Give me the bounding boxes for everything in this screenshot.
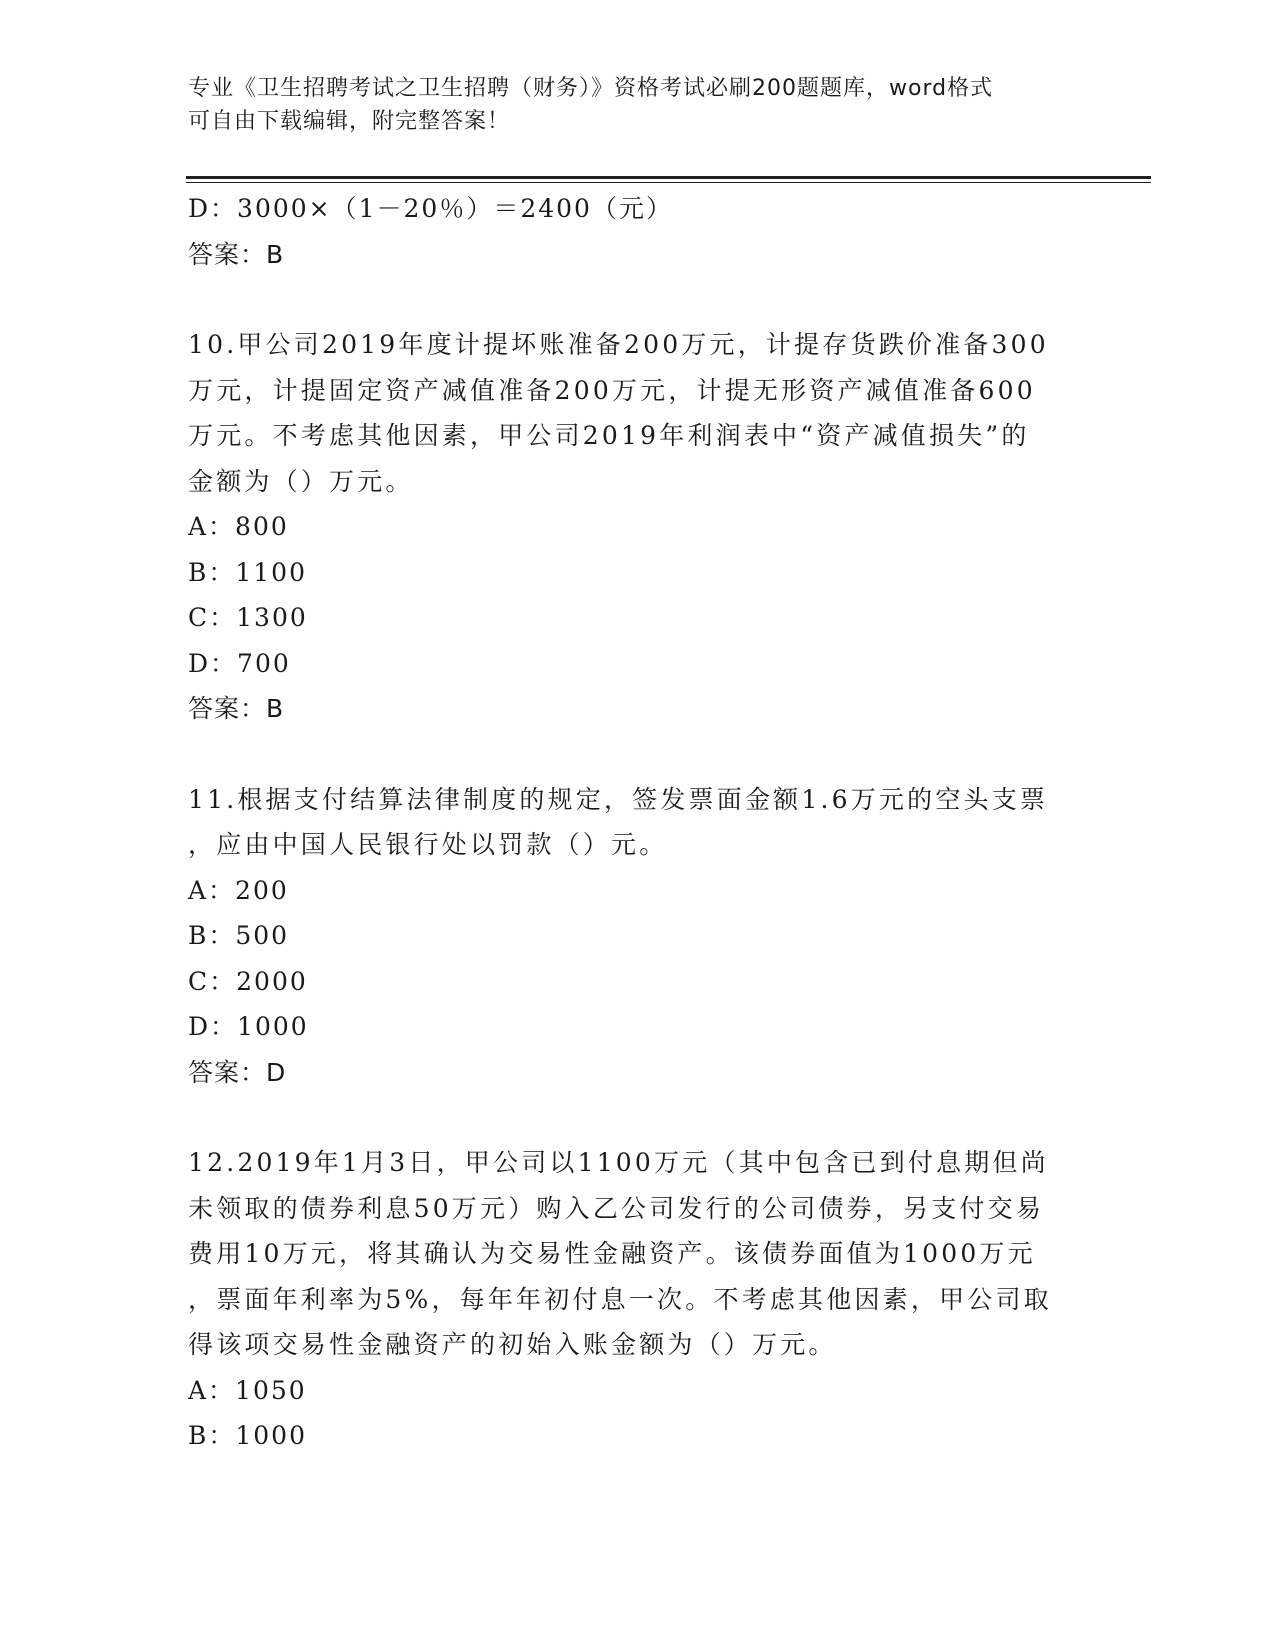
answer-line: 答案：B: [188, 239, 285, 269]
question-content: [188, 186, 1088, 1459]
question-12: [188, 1140, 1088, 1459]
question-10: [188, 322, 1088, 732]
option-b: B：500: [188, 921, 290, 950]
header-title-line-2: 可自由下载编辑，附完整答案！: [188, 109, 511, 134]
answer-line: 答案：B: [188, 694, 285, 723]
option-a: A：1050: [188, 1375, 307, 1405]
question-text-line: 费用10万元，将其确认为交易性金融资产。该债券面值为1000万元: [188, 1239, 1036, 1268]
option-c: C：2000: [188, 966, 308, 996]
option-c: C：1300: [188, 603, 308, 632]
question-text-line: 11.根据支付结算法律制度的规定，签发票面金额1.6万元的空头支票: [188, 784, 1049, 814]
question-text-line: 10.甲公司2019年度计提坏账准备200万元，计提存货跌价准备300: [188, 330, 1049, 359]
option-d: D：700: [188, 648, 291, 678]
question-text-line: 12.2019年1月3日，甲公司以1100万元（其中包含已到付息期但尚: [188, 1148, 1049, 1177]
header-divider-thin: [186, 182, 1151, 183]
previous-question-tail: [188, 186, 1088, 277]
option-a: A：800: [188, 512, 289, 541]
option-a: A：200: [188, 875, 289, 905]
option-b: B：1100: [188, 557, 307, 587]
question-text-line: 得该项交易性金融资产的初始入账金额为（）万元。: [188, 1330, 837, 1359]
option-d: D：3000×（1－20％）＝2400（元）: [188, 194, 673, 223]
option-b: B：1000: [188, 1421, 307, 1450]
option-d: D：1000: [188, 1012, 309, 1041]
header-divider-thick: [186, 176, 1151, 179]
question-text-line: 未领取的债券利息50万元）购入乙公司发行的公司债券，另支付交易: [188, 1193, 1045, 1223]
question-text-line: ，应由中国人民银行处以罚款（）元。: [188, 830, 668, 859]
question-text-line: 万元，计提固定资产减值准备200万元，计提无形资产减值准备600: [188, 375, 1036, 405]
question-11: [188, 777, 1088, 1096]
question-text-line: ，票面年利率为5%，每年年初付息一次。不考虑其他因素，甲公司取: [188, 1284, 1052, 1314]
question-text-line: 万元。不考虑其他因素，甲公司2019年利润表中“资产减值损失”的: [188, 421, 1030, 450]
header-title-line-1: 专业《卫生招聘考试之卫生招聘（财务）》资格考试必刷200题题库，word格式: [188, 76, 994, 101]
answer-line: 答案：D: [188, 1057, 287, 1087]
page-header: [188, 72, 1068, 138]
question-text-line: 金额为（）万元。: [188, 466, 414, 496]
